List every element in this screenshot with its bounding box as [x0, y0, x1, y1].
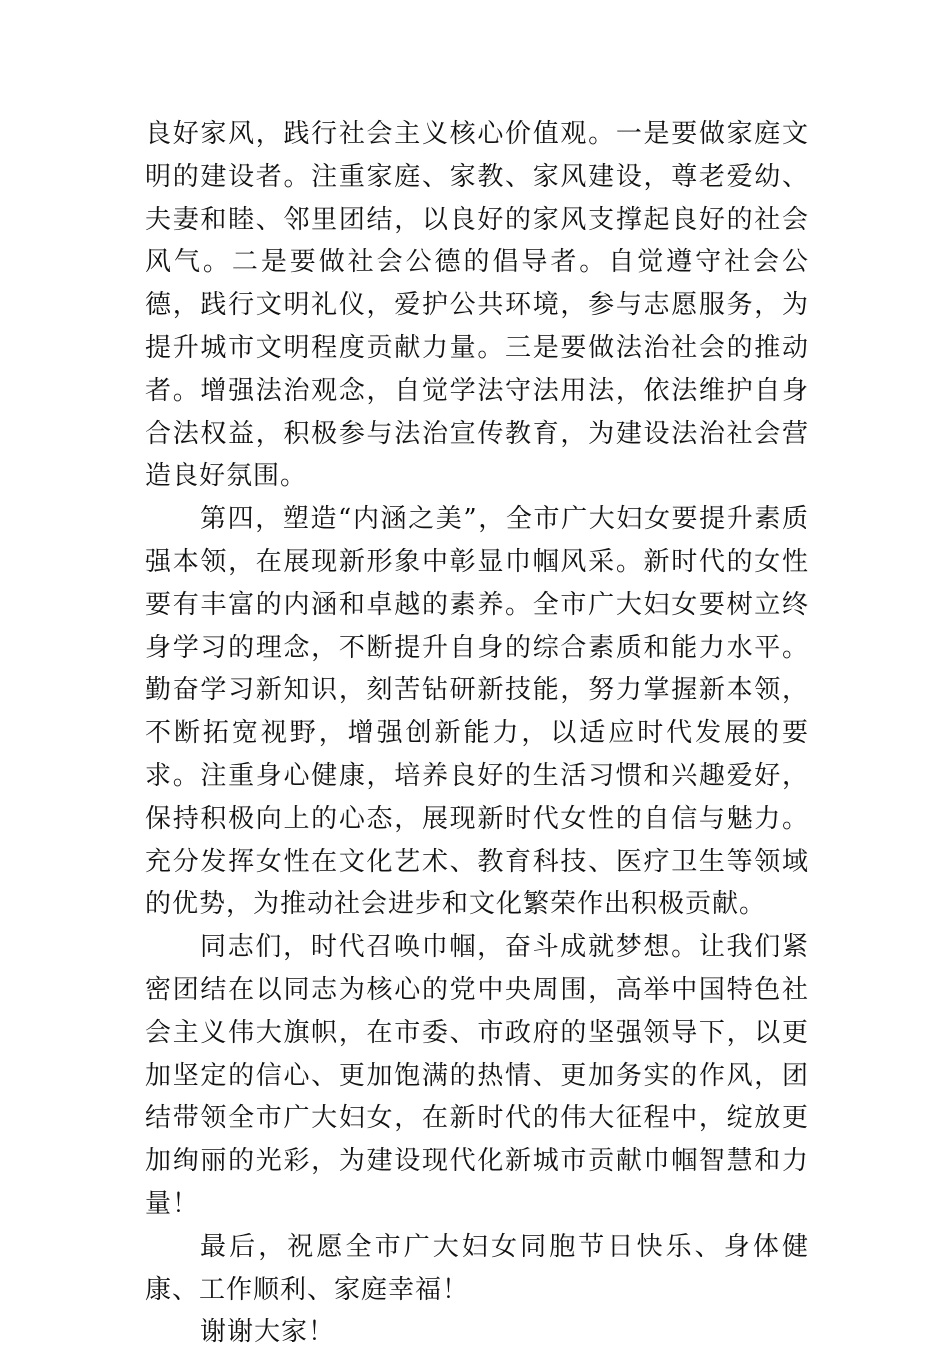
paragraph-thanks: 谢谢大家！ [200, 1317, 336, 1348]
paragraph-closing-wishes: 最后，祝愿全市广大妇女同胞节日快乐、身体健康、工作顺利、家庭幸福！ [145, 1231, 809, 1305]
document-body [145, 113, 809, 1354]
paragraph-call-to-action: 同志们，时代召唤巾帼，奋斗成就梦想。让我们紧密团结在以同志为核心的党中央周围，高举中国特色社会主义伟大旗帜，在市委、市政府的坚强领导下，以更加坚定的信心、更加饱满的热情、更加务实的作风，团结带领全市广大妇女，在新时代的伟大征程中，绽放更加绚丽的光彩，为建设现代化新城市贡献巾帼智慧和力量！ [145, 932, 809, 1219]
paragraph-fourth-point: 第四，塑造“内涵之美”，全市广大妇女要提升素质强本领，在展现新形象中彰显巾帼风采。新时代的女性要有丰富的内涵和卓越的素养。全市广大妇女要树立终身学习的理念，不断提升自身的综合素质和能力水平。勤奋学习新知识，刻苦钻研新技能，努力掌握新本领，不断拓宽视野，增强创新能力，以适应时代发展的要求。注重身心健康，培养良好的生活习惯和兴趣爱好，保持积极向上的心态，展现新时代女性的自信与魅力。充分发挥女性在文化艺术、教育科技、医疗卫生等领域的优势，为推动社会进步和文化繁荣作出积极贡献。 [145, 504, 809, 920]
paragraph-family-values: 良好家风，践行社会主义核心价值观。一是要做家庭文明的建设者。注重家庭、家教、家风建设，尊老爱幼、夫妻和睦、邻里团结，以良好的家风支撑起良好的社会风气。二是要做社会公德的倡导者。自觉遵守社会公德，践行文明礼仪，爱护公共环境，参与志愿服务，为提升城市文明程度贡献力量。三是要做法治社会的推动者。增强法治观念，自觉学法守法用法，依法维护自身合法权益，积极参与法治宣传教育，为建设法治社会营造良好氛围。 [145, 119, 809, 492]
